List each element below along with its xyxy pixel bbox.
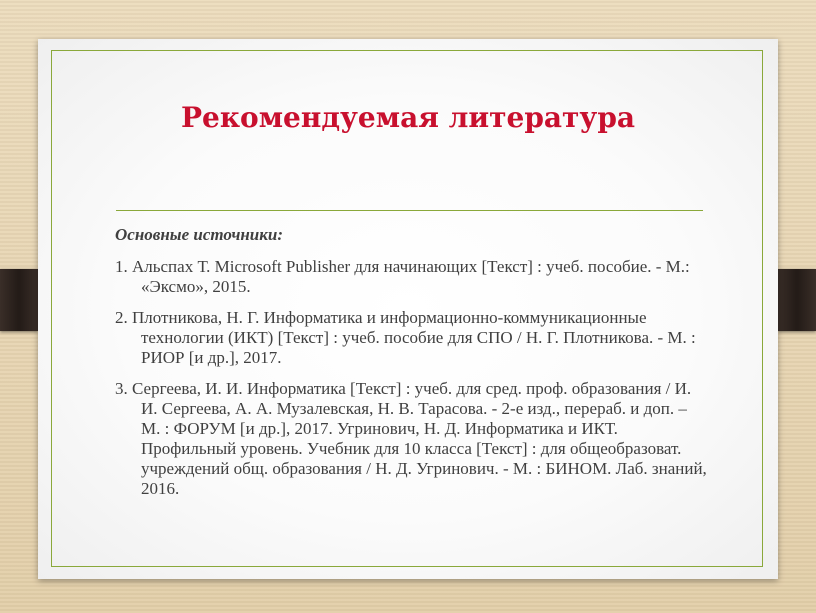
slide [38,39,778,579]
slide-title: Рекомендуемая литература [180,101,636,134]
reference-item-2: 2. Плотникова, Н. Г. Информатика и информационно-коммуникационные технологии (ИКТ) [Текст] : учеб. пособие для СПО / Н. Г. Плотникова. - М. : РИОР [и др.], 2017. [115,308,696,367]
reference-item-1: 1. Альспах Т. Microsoft Publisher для начинающих [Текст] : учеб. пособие. - М.: «Эксмо», 2015. [115,257,690,296]
slide-content [115,225,710,510]
title-divider [116,210,703,211]
binder-tab-right [778,269,816,331]
reference-item-3: 3. Сергеева, И. И. Информатика [Текст] : учеб. для сред. проф. образования / И. И. Сергеева, А. А. Музалевская, Н. В. Тарасова. - 2-е изд., перераб. и доп. – М. : ФОРУМ [и др.], 2017. Угринович, Н. Д. Информатика и ИКТ. Профильный уровень. Учебник для 10 класса [Текст] : для общеобразоват. учреждений общ. образования / Н. Д. Угринович. - М. : БИНОМ. Лаб. знаний, 2016. [115,379,707,498]
section-subheading: Основные источники: [115,225,283,244]
binder-tab-left [0,269,38,331]
